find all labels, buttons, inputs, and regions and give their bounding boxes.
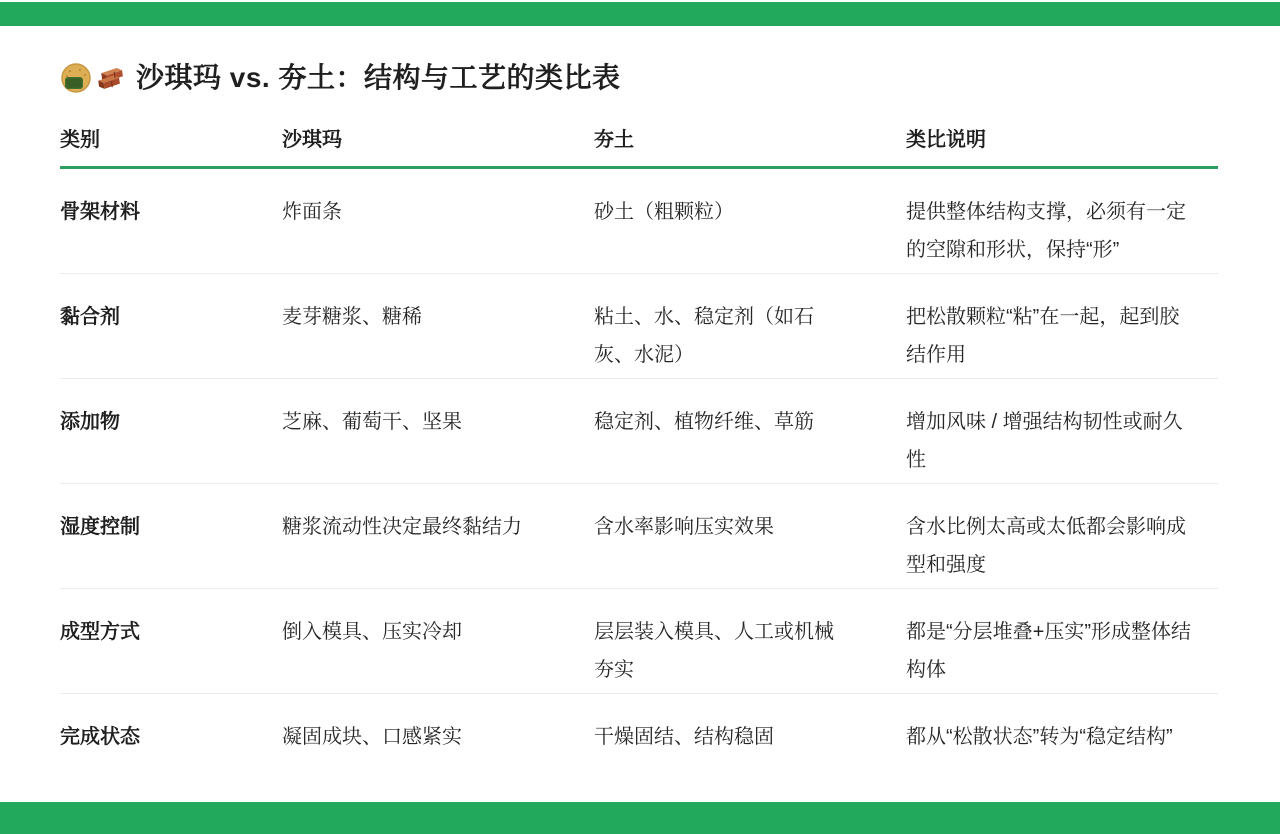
cell-category: 湿度控制 xyxy=(60,516,140,538)
table-header-row xyxy=(60,120,1218,169)
page-content xyxy=(60,0,1218,799)
table-row xyxy=(60,589,1218,694)
cell-category: 添加物 xyxy=(60,411,120,433)
cell-sachima: 炸面条 xyxy=(282,201,342,223)
cell-rammed-earth: 层层装入模具、人工或机械夯实 xyxy=(594,621,834,681)
cell-rammed-earth: 含水率影响压实效果 xyxy=(594,516,774,538)
cell-sachima: 糖浆流动性决定最终黏结力 xyxy=(282,516,522,538)
table-row xyxy=(60,484,1218,589)
cell-category: 骨架材料 xyxy=(60,201,140,223)
cell-analogy: 都是“分层堆叠+压实”形成整体结构体 xyxy=(906,621,1191,681)
cell-sachima: 麦芽糖浆、糖稀 xyxy=(282,306,422,328)
cell-category: 完成状态 xyxy=(60,726,140,748)
cell-category: 黏合剂 xyxy=(60,306,120,328)
header-cell-rammed-earth: 夯土 xyxy=(594,129,634,151)
cell-analogy: 都从“松散状态”转为“稳定结构” xyxy=(906,726,1173,748)
cell-analogy: 增加风味 / 增强结构韧性或耐久性 xyxy=(906,411,1183,471)
cell-analogy: 提供整体结构支撑，必须有一定的空隙和形状，保持“形” xyxy=(906,201,1186,261)
cell-sachima: 凝固成块、口感紧实 xyxy=(282,726,462,748)
page-title: 沙琪玛 vs. 夯土：结构与工艺的类比表 xyxy=(136,62,621,93)
page-frame-bottom xyxy=(0,802,1280,834)
analogy-table xyxy=(60,120,1218,799)
table-row xyxy=(60,169,1218,274)
title-row xyxy=(60,58,1218,98)
cell-analogy: 含水比例太高或太低都会影响成型和强度 xyxy=(906,516,1186,576)
cell-analogy: 把松散颗粒“粘”在一起，起到胶结作用 xyxy=(906,306,1180,366)
header-cell-sachima: 沙琪玛 xyxy=(282,129,342,151)
header-cell-analogy: 类比说明 xyxy=(906,129,986,151)
cell-rammed-earth: 干燥固结、结构稳固 xyxy=(594,726,774,748)
cell-rammed-earth: 砂土（粗颗粒） xyxy=(594,201,734,223)
bricks-icon xyxy=(94,62,126,94)
table-row xyxy=(60,274,1218,379)
cell-rammed-earth: 稳定剂、植物纤维、草筋 xyxy=(594,411,814,433)
rice-cracker-icon xyxy=(60,62,92,94)
cell-sachima: 芝麻、葡萄干、坚果 xyxy=(282,411,462,433)
table-row xyxy=(60,694,1218,799)
cell-rammed-earth: 粘土、水、稳定剂（如石灰、水泥） xyxy=(594,306,814,366)
header-cell-category: 类别 xyxy=(60,129,100,151)
cell-category: 成型方式 xyxy=(60,621,140,643)
cell-sachima: 倒入模具、压实冷却 xyxy=(282,621,462,643)
table-row xyxy=(60,379,1218,484)
